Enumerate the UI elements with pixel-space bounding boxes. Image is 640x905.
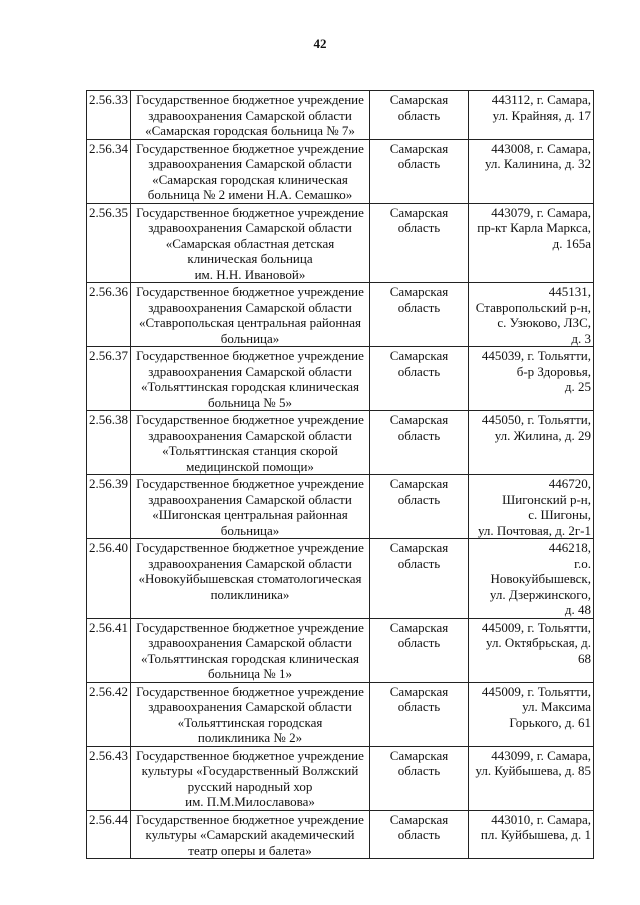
institution-name-cell: Государственное бюджетное учреждение здравоохранения Самарской области «Самарская городская больница № 7» <box>131 91 370 140</box>
institution-name-cell: Государственное бюджетное учреждение здравоохранения Самарской области «Самарская областная детская клиническая больница им. Н.Н. Ивановой» <box>131 203 370 283</box>
table-row <box>87 746 594 810</box>
table-row <box>87 139 594 203</box>
table-row <box>87 347 594 411</box>
address-cell: 443112, г. Самара, ул. Крайняя, д. 17 <box>469 91 594 140</box>
row-number-cell: 2.56.42 <box>87 682 131 746</box>
table-row <box>87 203 594 283</box>
table-row <box>87 810 594 859</box>
table-row <box>87 618 594 682</box>
institution-name-cell: Государственное бюджетное учреждение здравоохранения Самарской области «Тольяттинская станция скорой медицинской помощи» <box>131 411 370 475</box>
address-cell: 445009, г. Тольятти, ул. Октябрьская, д. 68 <box>469 618 594 682</box>
address-cell: 443079, г. Самара, пр-кт Карла Маркса, д. 165а <box>469 203 594 283</box>
table-row <box>87 91 594 140</box>
address-cell: 446720, Шигонский р-н, с. Шигоны, ул. Почтовая, д. 2г-1 <box>469 475 594 539</box>
institution-name-cell: Государственное бюджетное учреждение культуры «Самарский академический театр оперы и балета» <box>131 810 370 859</box>
region-cell: Самарская область <box>370 411 469 475</box>
institution-name-cell: Государственное бюджетное учреждение здравоохранения Самарской области «Ставропольская центральная районная больница» <box>131 283 370 347</box>
address-cell: 446218, г.о. Новокуйбышевск, ул. Дзержинского, д. 48 <box>469 539 594 619</box>
region-cell: Самарская область <box>370 203 469 283</box>
row-number-cell: 2.56.40 <box>87 539 131 619</box>
address-cell: 443008, г. Самара, ул. Калинина, д. 32 <box>469 139 594 203</box>
region-cell: Самарская область <box>370 139 469 203</box>
row-number-cell: 2.56.43 <box>87 746 131 810</box>
institutions-table <box>86 90 594 859</box>
row-number-cell: 2.56.39 <box>87 475 131 539</box>
institution-name-cell: Государственное бюджетное учреждение здравоохранения Самарской области «Новокуйбышевская стоматологическая поликлиника» <box>131 539 370 619</box>
row-number-cell: 2.56.35 <box>87 203 131 283</box>
institution-name-cell: Государственное бюджетное учреждение здравоохранения Самарской области «Шигонская центральная районная больница» <box>131 475 370 539</box>
address-cell: 445131, Ставропольский р-н, с. Узюково, ЛЗС, д. 3 <box>469 283 594 347</box>
table-row <box>87 539 594 619</box>
region-cell: Самарская область <box>370 682 469 746</box>
region-cell: Самарская область <box>370 618 469 682</box>
institution-name-cell: Государственное бюджетное учреждение здравоохранения Самарской области «Тольяттинская городская клиническая больница № 1» <box>131 618 370 682</box>
row-number-cell: 2.56.44 <box>87 810 131 859</box>
address-cell: 443099, г. Самара, ул. Куйбышева, д. 85 <box>469 746 594 810</box>
table-row <box>87 682 594 746</box>
address-cell: 445009, г. Тольятти, ул. Максима Горького, д. 61 <box>469 682 594 746</box>
page-number: 42 <box>313 36 327 51</box>
address-cell: 445050, г. Тольятти, ул. Жилина, д. 29 <box>469 411 594 475</box>
row-number-cell: 2.56.37 <box>87 347 131 411</box>
row-number-cell: 2.56.34 <box>87 139 131 203</box>
address-cell: 445039, г. Тольятти, б-р Здоровья, д. 25 <box>469 347 594 411</box>
institution-name-cell: Государственное бюджетное учреждение культуры «Государственный Волжский русский народный хор им. П.М.Милославова» <box>131 746 370 810</box>
row-number-cell: 2.56.33 <box>87 91 131 140</box>
row-number-cell: 2.56.38 <box>87 411 131 475</box>
region-cell: Самарская область <box>370 283 469 347</box>
region-cell: Самарская область <box>370 475 469 539</box>
region-cell: Самарская область <box>370 91 469 140</box>
region-cell: Самарская область <box>370 810 469 859</box>
table-row <box>87 475 594 539</box>
institution-name-cell: Государственное бюджетное учреждение здравоохранения Самарской области «Тольяттинская городская клиническая больница № 5» <box>131 347 370 411</box>
institution-name-cell: Государственное бюджетное учреждение здравоохранения Самарской области «Тольяттинская городская поликлиника № 2» <box>131 682 370 746</box>
region-cell: Самарская область <box>370 539 469 619</box>
institution-name-cell: Государственное бюджетное учреждение здравоохранения Самарской области «Самарская городская клиническая больница № 2 имени Н.А. Семашко» <box>131 139 370 203</box>
table-row <box>87 411 594 475</box>
address-cell: 443010, г. Самара, пл. Куйбышева, д. 1 <box>469 810 594 859</box>
table-row <box>87 283 594 347</box>
row-number-cell: 2.56.36 <box>87 283 131 347</box>
region-cell: Самарская область <box>370 347 469 411</box>
row-number-cell: 2.56.41 <box>87 618 131 682</box>
region-cell: Самарская область <box>370 746 469 810</box>
